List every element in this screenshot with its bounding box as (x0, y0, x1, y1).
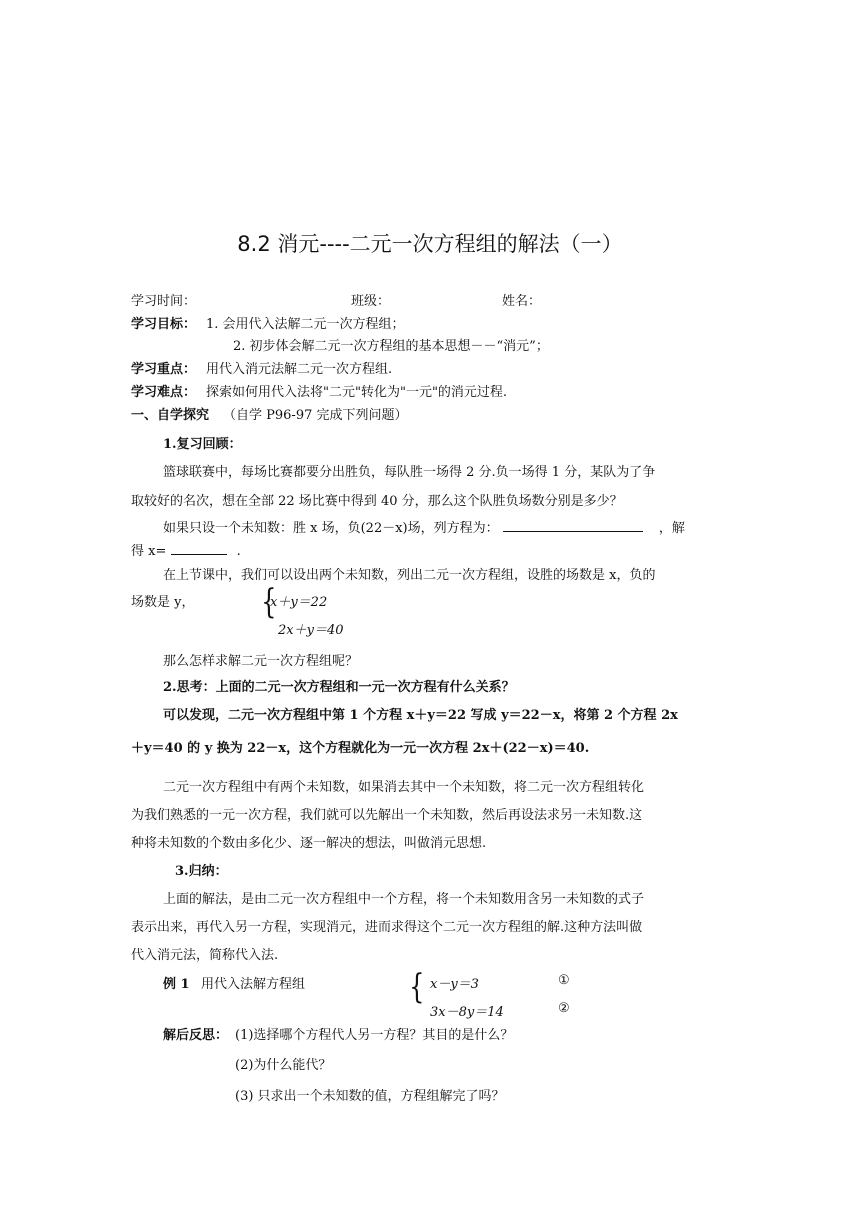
period-mark: . (236, 544, 241, 559)
system-equation-1: x＋y＝22 (270, 595, 328, 610)
reflection-question: (3) 只求出一个未知数的值，方程组解完了吗？ (235, 1089, 505, 1104)
equation-brace: { (261, 582, 277, 622)
example-equation-1: x－y＝3 (430, 977, 479, 992)
elimination-line: 二元一次方程组中有两个未知数，如果消去其中一个未知数，将二元一次方程组转化 (163, 780, 645, 795)
summary-line: 代入消元法，简称代入法. (131, 948, 279, 963)
solve-word: ，解 (658, 521, 685, 536)
review-paragraph-line: 在上节课中，我们可以设出两个未知数，列出二元一次方程组，设胜的场数是 x，负的 (163, 568, 656, 583)
summary-line: 表示出来，再代入另一方程，实现消元，进而求得这个二元一次方程组的解.这种方法叫做 (131, 920, 643, 935)
review-paragraph-line: 取较好的名次，想在全部 22 场比赛中得到 40 分，那么这个队胜负场数分别是多少？ (131, 494, 623, 509)
elimination-line: 为我们熟悉的一元一次方程，我们就可以先解出一个未知数，然后再设法求另一未知数.这 (131, 808, 643, 823)
reflection-label: 解后反思： (163, 1028, 229, 1043)
goal-item-2: 2. 初步体会解二元一次方程组的基本思想－－“消元”； (233, 339, 549, 354)
review-paragraph-line: 场数是 y， (131, 595, 195, 610)
summary-heading: 3.归纳： (175, 864, 228, 879)
key-point-text: 用代入消元法解二元一次方程组. (206, 362, 393, 377)
think-heading: 2.思考：上面的二元一次方程组和一元一次方程有什么关系？ (163, 680, 515, 695)
section1-note: （自学 P96-97 完成下列问题） (223, 408, 408, 423)
review-paragraph-line (131, 540, 241, 559)
goal-item-1: 1. 会用代入法解二元一次方程组； (206, 317, 405, 332)
difficulty-label: 学习难点： (131, 385, 197, 400)
review-heading: 1.复习回顾： (163, 437, 242, 452)
equation-marker-1: ① (558, 973, 570, 988)
equation-brace: { (409, 967, 425, 1007)
example-text: 用代入法解方程组 (201, 977, 306, 992)
difficulty-text: 探索如何用代入法将"二元"转化为"一元"的消元过程. (206, 385, 508, 400)
class-label: 班级： (351, 294, 391, 309)
equation-marker-2: ② (558, 1001, 570, 1016)
equation-blank[interactable] (503, 517, 643, 532)
page-title: 8.2 消元----二元一次方程组的解法（一） (237, 232, 623, 256)
solution-blank[interactable] (171, 540, 227, 555)
review-paragraph-line (163, 517, 685, 536)
think-line: 可以发现，二元一次方程组中第 1 个方程 x＋y＝22 写成 y＝22－x，将第 2 个方程 2x (163, 708, 678, 723)
goals-label: 学习目标： (131, 317, 197, 332)
summary-line: 上面的解法，是由二元一次方程组中一个方程，将一个未知数用含另一未知数的式子 (163, 892, 645, 907)
section1-heading: 一、自学探究 (131, 408, 210, 423)
think-line: ＋y＝40 的 y 换为 22－x，这个方程就化为一元一次方程 2x＋(22－x)＝40. (131, 741, 590, 756)
study-time-label: 学习时间： (131, 294, 197, 309)
reflection-question: (1)选择哪个方程代人另一方程？其目的是什么？ (235, 1028, 514, 1043)
key-point-label: 学习重点： (131, 362, 197, 377)
review-paragraph-line: 篮球联赛中，每场比赛都要分出胜负，每队胜一场得 2 分.负一场得 1 分，某队为了争 (163, 465, 656, 480)
equation-prompt-text: 如果只设一个未知数：胜 x 场，负(22－x)场，列方程为： (163, 521, 499, 536)
example-label: 例 1 (163, 977, 190, 992)
example-equation-2: 3x－8y＝14 (430, 1005, 504, 1020)
name-label: 姓名： (502, 294, 542, 309)
system-equation-2: 2x＋y＝40 (278, 623, 344, 638)
elimination-line: 种将未知数的个数由多化少、逐一解决的想法，叫做消元思想. (131, 836, 487, 851)
solution-prompt-text: 得 x= (131, 544, 167, 559)
reflection-question: (2)为什么能代？ (235, 1058, 332, 1073)
review-question: 那么怎样求解二元一次方程组呢？ (163, 654, 359, 669)
